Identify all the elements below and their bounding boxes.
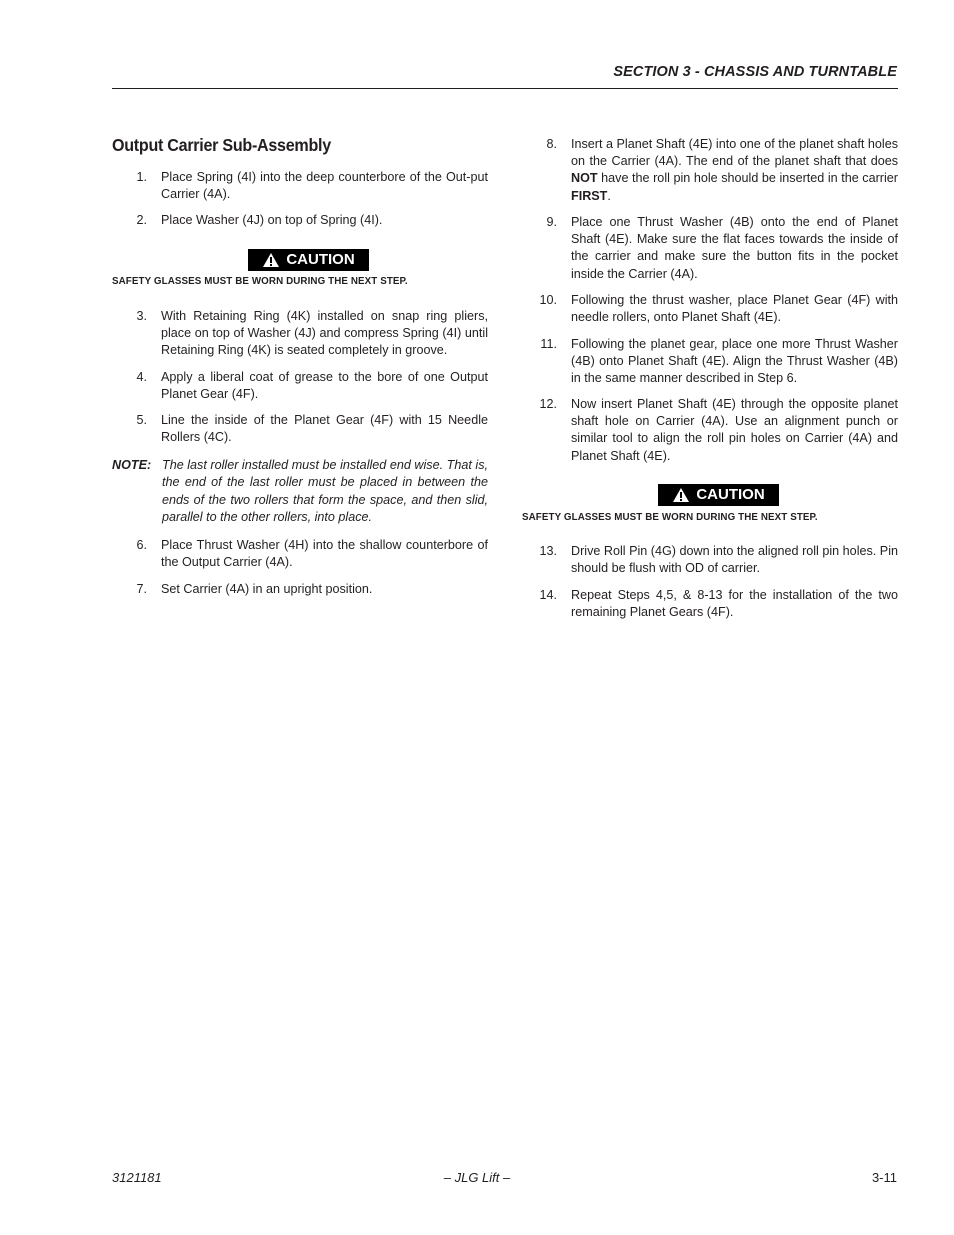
- step-text: Line the inside of the Planet Gear (4F) with 15 Needle Rollers (4C).: [161, 413, 488, 445]
- step-text: Apply a liberal coat of grease to the bore of one Output Planet Gear (4F).: [161, 370, 488, 402]
- step-text: Insert a Planet Shaft (4E) into one of the planet shaft holes on the Carrier (4A). The end of the planet shaft that does NOT have the roll pin hole should be inserted in the carrier FIRST.: [571, 137, 898, 203]
- step-text: Drive Roll Pin (4G) down into the aligned roll pin holes. Pin should be flush with OD of carrier.: [571, 544, 898, 576]
- step-text: Set Carrier (4A) in an upright position.: [161, 582, 373, 596]
- footer-brand: – JLG Lift –: [443, 1170, 511, 1185]
- warning-triangle-icon: [262, 252, 280, 268]
- step-text: With Retaining Ring (4K) installed on snap ring pliers, place on top of Washer (4J) and compress Spring (4I) until Retaining Ring (4K) is seated completely in groove.: [161, 309, 488, 358]
- step-14: [522, 587, 898, 621]
- step-number: 12.: [539, 397, 557, 411]
- step-number: 13.: [539, 544, 557, 558]
- step-11: [522, 336, 898, 388]
- step-text: Place Spring (4I) into the deep counterbore of the Out-put Carrier (4A).: [161, 170, 488, 202]
- step-text: Place one Thrust Washer (4B) onto the end of Planet Shaft (4E). Make sure the flat faces towards the inside of the carrier and make sure the button fits in the pocket inside the Carrier (4A).: [571, 215, 898, 281]
- step-4: [112, 369, 488, 403]
- step-text: Following the thrust washer, place Planet Gear (4F) with needle rollers, onto Planet Shaft (4E).: [571, 293, 898, 325]
- caution-badge: [248, 249, 369, 271]
- page-number: 3-11: [871, 1170, 897, 1185]
- step-13: [522, 543, 898, 577]
- step-7: [112, 581, 488, 598]
- step-number: 14.: [539, 588, 557, 602]
- step-1: [112, 169, 488, 203]
- step-number: 6.: [136, 538, 147, 552]
- caution-label: CAUTION: [696, 486, 765, 503]
- step-number: 7.: [136, 582, 147, 596]
- header-rule: [112, 88, 898, 89]
- step-number: 10.: [539, 293, 557, 307]
- note-text: The last roller installed must be installed end wise. That is, the end of the last roller must be placed in between the ends of the two rollers that form the space, and then slid, parallel to the other rollers, into place.: [162, 458, 488, 525]
- caution-badge: [658, 484, 779, 506]
- step-text: Following the planet gear, place one more Thrust Washer (4B) onto Planet Shaft (4E). Align the Thrust Washer (4B) in the same manner described in Step 6.: [571, 337, 898, 386]
- warning-triangle-icon: [672, 487, 690, 503]
- note-label: NOTE:: [112, 458, 152, 472]
- step-text: Now insert Planet Shaft (4E) through the opposite planet shaft hole on Carrier (4A). Use an alignment punch or similar tool to align the roll pin holes on Carrier (4A) and Planet Shaft (4E).: [571, 397, 898, 463]
- step-number: 4.: [136, 370, 147, 384]
- step-9: [522, 214, 898, 283]
- step-10: [522, 292, 898, 326]
- step-12: [522, 396, 898, 465]
- caution-label: CAUTION: [286, 251, 355, 268]
- step-8: [522, 136, 898, 205]
- step-number: 9.: [546, 215, 557, 229]
- note-block: [112, 457, 488, 527]
- doc-number: 3121181: [112, 1170, 162, 1185]
- step-text: Repeat Steps 4,5, & 8-13 for the installation of the two remaining Planet Gears (4F).: [571, 588, 898, 620]
- step-number: 2.: [136, 213, 147, 227]
- step-number: 3.: [136, 309, 147, 323]
- section-heading: Output Carrier Sub-Assembly: [112, 135, 331, 155]
- step-text: Place Thrust Washer (4H) into the shallow counterbore of the Output Carrier (4A).: [161, 538, 488, 570]
- step-3: [112, 308, 488, 360]
- step-6: [112, 537, 488, 571]
- caution-message: SAFETY GLASSES MUST BE WORN DURING THE NEXT STEP.: [112, 276, 408, 287]
- section-title: SECTION 3 - CHASSIS AND TURNTABLE: [613, 64, 897, 80]
- step-number: 11.: [540, 337, 557, 351]
- step-number: 1.: [136, 170, 147, 184]
- step-text: Place Washer (4J) on top of Spring (4I).: [161, 213, 383, 227]
- step-number: 5.: [136, 413, 147, 427]
- step-2: [112, 212, 488, 229]
- step-5: [112, 412, 488, 446]
- step-number: 8.: [546, 137, 557, 151]
- caution-message: SAFETY GLASSES MUST BE WORN DURING THE NEXT STEP.: [522, 512, 818, 523]
